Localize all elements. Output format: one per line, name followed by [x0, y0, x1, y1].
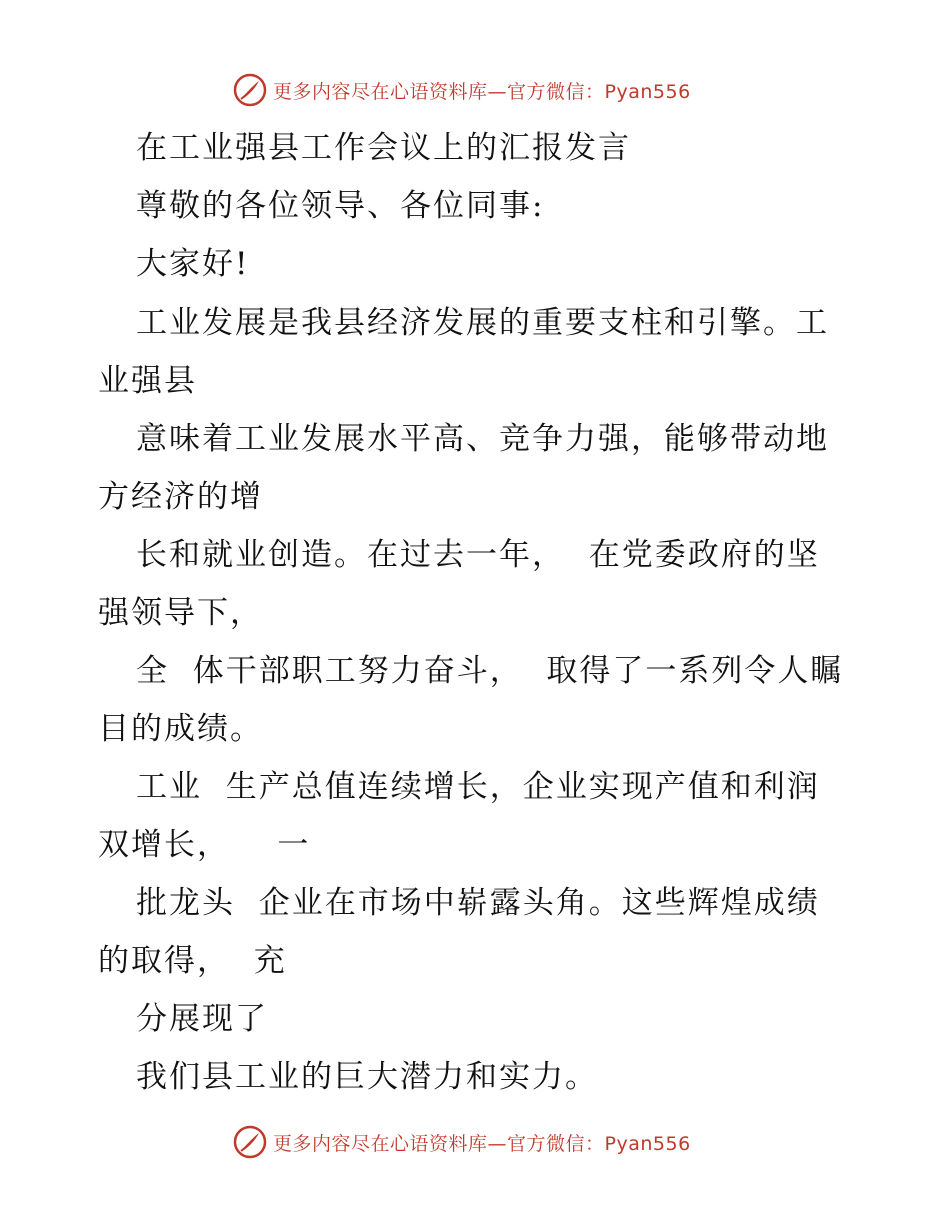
text-line: 全 体干部职工努力奋斗， 取得了一系列令人瞩 [136, 653, 844, 689]
text-line: 分展现了 [136, 1001, 268, 1037]
greeting: 大家好! [136, 246, 250, 282]
text-line: 长和就业创造。在过去一年， 在党委政府的坚 [136, 537, 820, 573]
text-line: 工业 生产总值连续增长，企业实现产值和利润 [136, 769, 820, 805]
text-line: 的取得， 充 [98, 943, 287, 979]
text-line: 工业发展是我县经济发展的重要支柱和引擎。工 [136, 305, 829, 341]
salutation: 尊敬的各位领导、各位同事: [136, 188, 545, 224]
text-line: 我们县工业的巨大潜力和实力。 [136, 1059, 598, 1095]
text-line: 方经济的增 [98, 479, 263, 515]
text-line: 业强县 [98, 363, 197, 399]
banner-text: 更多内容尽在心语资料库—官方微信：Pyan556 [273, 1132, 691, 1155]
text-line: 双增长， 一 [98, 827, 311, 863]
text-line: 目的成绩。 [98, 711, 263, 747]
document-title: 在工业强县工作会议上的汇报发言 [136, 130, 631, 166]
banner-text: 更多内容尽在心语资料库—官方微信：Pyan556 [273, 80, 691, 103]
text-line: 批龙头 企业在市场中崭露头角。这些辉煌成绩 [136, 885, 820, 921]
text-line: 强领导下， [98, 595, 263, 631]
text-line: 意味着工业发展水平高、竞争力强，能够带动地 [136, 421, 829, 457]
footer-banner [233, 1124, 713, 1160]
quill-pen-logo-icon [233, 1125, 267, 1159]
